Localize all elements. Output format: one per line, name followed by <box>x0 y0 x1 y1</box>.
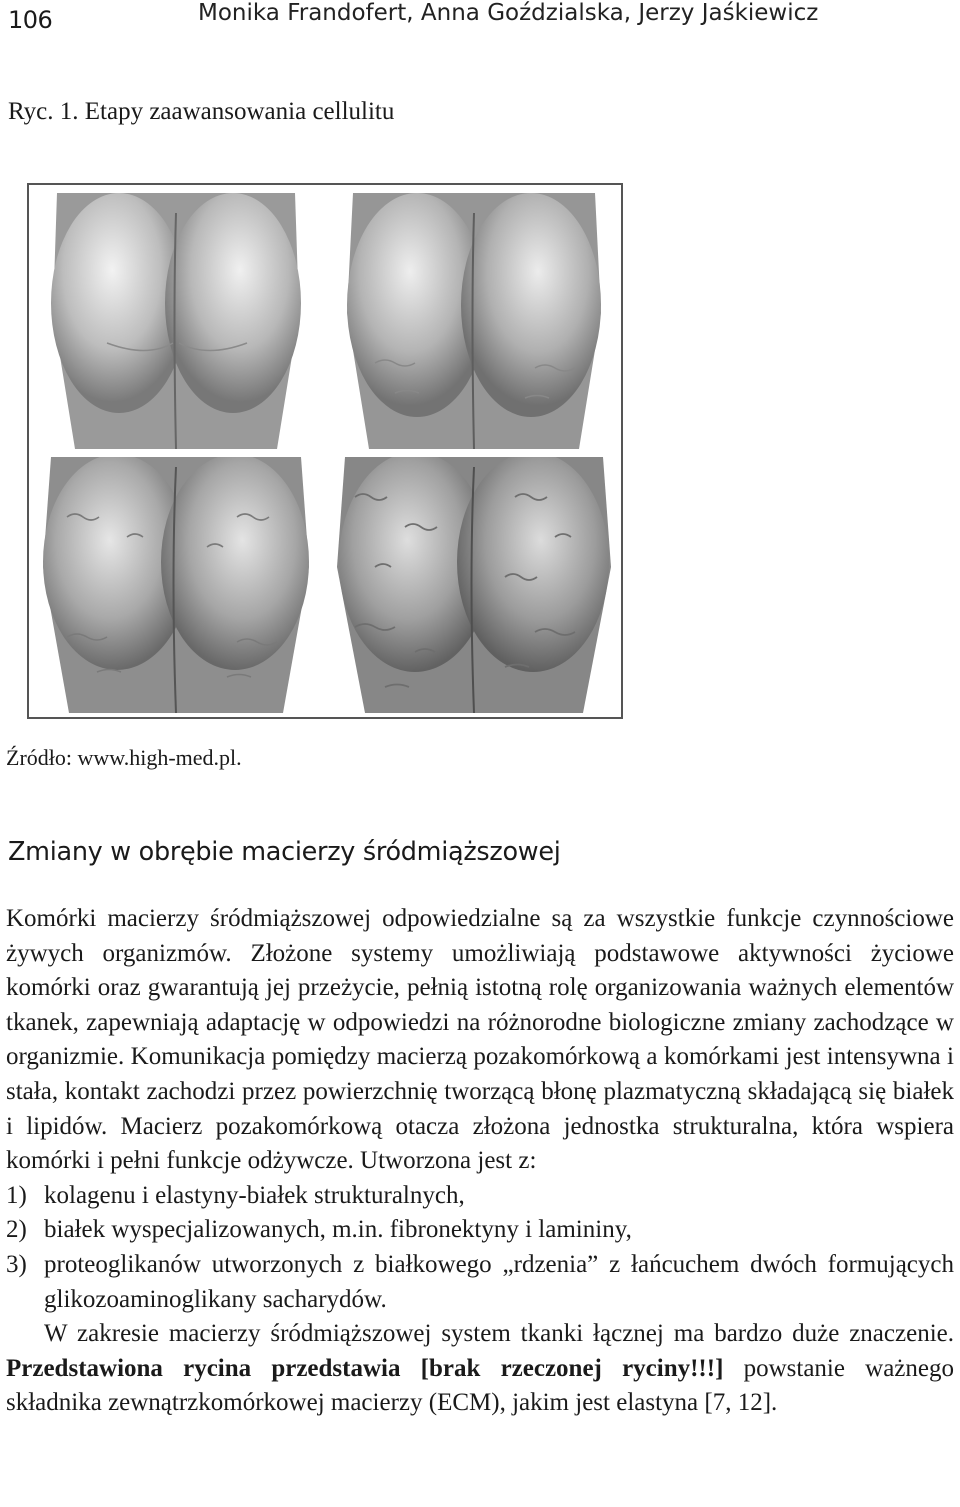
page-header <box>8 0 952 40</box>
list-text: białek wyspecjalizowanych, m.in. fibronektyny i lamininy, <box>44 1216 632 1244</box>
paragraph-2-end: powstanie ważnego składnika zewnątrzkomórkowej macierzy (ECM), jakim jest elastyna [7, 12]. <box>6 1354 954 1417</box>
paragraph-2 <box>6 1317 954 1421</box>
stage-1-image <box>37 193 315 449</box>
stage-4-image <box>335 457 613 713</box>
running-head-authors: Monika Frandofert, Anna Goździalska, Jerzy Jaśkiewicz <box>198 0 819 26</box>
list-number: 2) <box>6 1216 27 1244</box>
paragraph-2-start: W zakresie macierzy śródmiąższowej system tkanki łącznej ma bardzo duże znaczenie. <box>44 1320 954 1348</box>
section-heading: Zmiany w obrębie macierzy śródmiąższowej <box>8 837 561 867</box>
list-text: proteoglikanów utworzonych z białkowego „rdzenia” z łańcuchem dwóch formujących glikozoaminoglikany sacharydów. <box>44 1250 954 1313</box>
list-text: kolagenu i elastyny-białek strukturalnych, <box>44 1181 465 1209</box>
stage-3-image <box>37 457 315 713</box>
list-number: 1) <box>6 1181 27 1209</box>
list-item <box>6 1179 954 1214</box>
paragraph-1: Komórki macierzy śródmiąższowej odpowiedzialne są za wszystkie funkcje czynnościowe żywych organizmów. Złożone systemy umożliwiają podstawowe aktywności życiowe komórki oraz gwarantują jej przeżycie, pełnią istotną rolę organizowania ważnych elementów tkanek, zapewniają adaptację w odpowiedzi na różnorodne biologiczne zmiany zachodzące w organizmie. Komunikacja pomiędzy macierzą pozakomórkową a komórkami jest intensywna i stała, kontakt zachodzi przez powierzchnię tworzącą błonę plazmatyczną składającą się białek i lipidów. Macierz pozakomórkową otacza złożona jednostka strukturalna, która wspiera komórki i pełni funkcje odżywcze. Utworzona jest z: <box>6 905 954 1175</box>
page-number: 106 <box>8 6 53 34</box>
body-text <box>6 902 954 1421</box>
list-item <box>6 1248 954 1317</box>
paragraph-2-bold: Przedstawiona rycina przedstawia [brak rzeczonej ryciny!!!] <box>6 1354 724 1382</box>
stage-2-image <box>335 193 613 449</box>
cellulite-stages-figure <box>27 183 623 719</box>
figure-caption: Ryc. 1. Etapy zaawansowania cellulitu <box>8 98 395 125</box>
list-number: 3) <box>6 1250 27 1278</box>
component-list <box>6 1179 954 1317</box>
list-item <box>6 1213 954 1248</box>
figure-source: Źródło: www.high-med.pl. <box>6 745 242 770</box>
